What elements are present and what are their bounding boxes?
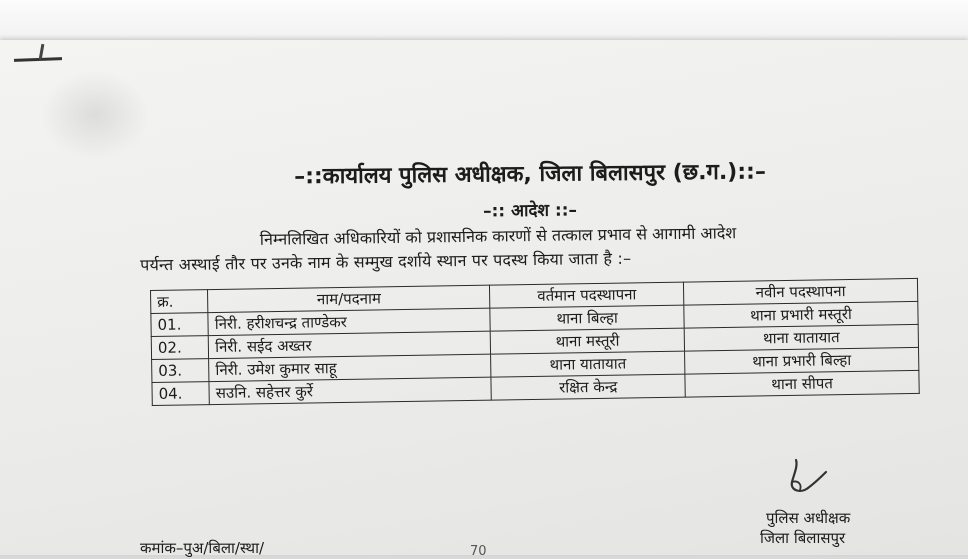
order-title: –:: आदेश ::– bbox=[482, 200, 578, 222]
cell-new-posting: थाना प्रभारी बिल्हा bbox=[685, 347, 919, 374]
header-current-posting: वर्तमान पदस्थापना bbox=[490, 282, 684, 308]
background-top bbox=[0, 0, 968, 42]
cell-current-posting: थाना मस्तूरी bbox=[491, 328, 685, 354]
paragraph-line-2: पर्यन्त अस्थाई तौर पर उनके नाम के सम्मुख दर्शाये स्थान पर पदस्थ किया जाता है :– bbox=[140, 248, 632, 275]
cell-name: सउनि. सहेत्तर कुर्रे bbox=[209, 377, 491, 404]
reference-number: 70 bbox=[470, 544, 487, 559]
order-reference: कमांक–पुअ/बिला/स्था/ bbox=[140, 539, 265, 557]
signatory-title: पुलिस अधीक्षक bbox=[766, 509, 851, 527]
office-heading: –::कार्यालय पुलिस अधीक्षक, जिला बिलासपुर (छ.ग.)::– bbox=[294, 159, 767, 190]
header-serial: क्र. bbox=[151, 290, 209, 314]
cell-new-posting: थाना सीपत bbox=[685, 370, 919, 397]
cell-serial: 04. bbox=[152, 382, 210, 406]
signatory-district: जिला बिलासपुर bbox=[760, 529, 846, 547]
cell-current-posting: रक्षित केन्द्र bbox=[491, 374, 685, 400]
cell-new-posting: थाना प्रभारी मस्तूरी bbox=[684, 301, 918, 328]
cell-name: निरी. सईद अख्तर bbox=[208, 331, 490, 358]
cell-new-posting: थाना यातायात bbox=[684, 324, 918, 351]
cell-serial: 02. bbox=[151, 336, 209, 360]
signature bbox=[778, 454, 838, 504]
paper-smudge bbox=[40, 70, 150, 160]
paragraph-line-1: निम्नलिखित अधिकारियों को प्रशासनिक कारणों से तत्काल प्रभाव से आगामी आदेश bbox=[259, 223, 737, 249]
cell-current-posting: थाना बिल्हा bbox=[490, 305, 684, 331]
cell-serial: 01. bbox=[151, 313, 209, 337]
cell-name: निरी. हरीशचन्द्र ताण्डेकर bbox=[208, 308, 490, 335]
cell-serial: 03. bbox=[152, 359, 210, 383]
posting-table bbox=[150, 278, 920, 406]
signatory-block bbox=[760, 508, 920, 548]
cell-name: निरी. उमेश कुमार साहू bbox=[209, 354, 491, 381]
cell-current-posting: थाना यातायात bbox=[491, 351, 685, 377]
header-new-posting: नवीन पदस्थापना bbox=[684, 278, 918, 305]
header-name: नाम/पदनाम bbox=[208, 285, 490, 312]
